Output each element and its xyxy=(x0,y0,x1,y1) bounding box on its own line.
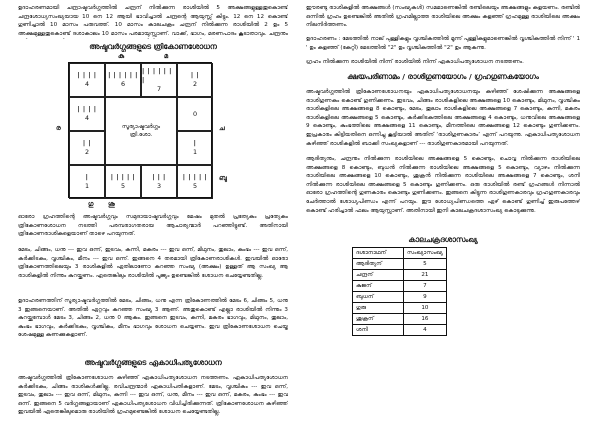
bindu-bars: | | | | | | xyxy=(108,72,138,79)
bindu-count: 7 xyxy=(156,84,162,93)
right-intro-paragraph: ഈരണ്ടു രാശികളിൽ അക്ഷങ്ങൾ (സംഖ്യകൾ) സമമാണെങ്കിൽ രണ്ടിലെയും അക്ഷങ്ങളും കളയണം. രണ്ടിൽ ഒന്നിൽ ഗ്രഹം ഉണ്ടെങ്കിൽ അതിൽ ഗ്രഹമില്ലാത്ത രാശിയിലെ അക്ഷം കളഞ്ഞ് ഗ്രഹമുള്ള രാശിയിലെ അക്ഷം നിലനിർത്തണം. xyxy=(306,5,580,29)
rashi-cell xyxy=(69,165,105,199)
dasha-lord: ആദിത്യന് xyxy=(353,259,404,270)
bindu-count: 0 xyxy=(192,109,198,118)
chart-top-label: കു xyxy=(118,52,125,60)
table-header-cell: ദശാനാഥന് xyxy=(353,248,404,259)
bindu-count: 1 xyxy=(84,182,90,190)
chart-left-label: ര xyxy=(56,124,61,132)
bindu-bars: | | xyxy=(190,72,200,79)
intro-paragraph: ഉദാഹരണമായി ചന്ദ്രാഷ്ടവർഗ്ഗത്തിൽ ചന്ദ്രന് നിൽക്കുന്ന രാശിയിൽ 5 അക്ഷങ്ങളുള്ളതുകൊണ്ട് ചന്ദ്രശോധ്യസംഖ്യയായ 10 നെ 12 ആയി ഭാവിച്ചാൽ ചന്ദ്രന്റെ ആയുസ്സ് കിട്ടും. 12 നെ 12 കൊണ്ട് ഗുണിച്ചാൽ 10 മാസം പരുവത്ത്. 10 മാസം കാലചക്രം ചന്ദ്രന് നിൽക്കുന്ന രാശിയിൽ 2 ഉം 5 അക്ഷമുള്ളതുകൊണ്ട് ദശാകാലം 10 മാസം പരമായുസ്സാണ്. വാക്ക്, ഭാഗം, മരണപാദം കൂടാതാവും. ചന്ദ്രനും xyxy=(18,5,288,37)
trikona-example-paragraph: ഉദാഹരണത്തിന് സൂര്യാഷ്ടവർഗ്ഗത്തിൽ മേടം, ചിങ്ങം, ധനു എന്ന ത്രികോണത്തിൽ മേടം 6, ചിങ്ങം 5, ധനു 3 ഇങ്ങനെയാണ്. അതിൽ ഏറ്റവും കുറഞ്ഞ സംഖ്യ 3 ആണ്. അതുകൊണ്ട് എല്ലാ രാശിയിൽ നിന്നും 3 കുറയ്ക്കുമ്പോൾ മേടം 3, ചിങ്ങം 2, ധനു 0 ആകും. ഇങ്ങനെ ഇടവം, കന്നി, മകരം ഭാഗവും, മിഥുനം, തുലാം, കുംഭം ഭാഗവും, കർക്കിടകം, വൃശ്ചികം, മീനം ഭാഗവും ശോധന ചെയ്യണം. ഇവ ത്രികോണശോധന ചെയ്ത ശേഷമുള്ള കണക്കുകളാണ്. xyxy=(18,298,288,339)
chart-bottom-label: ശു xyxy=(108,200,115,208)
rashi-cell xyxy=(69,131,105,165)
table-row xyxy=(353,270,447,281)
bindu-bars: | | | | | xyxy=(110,174,136,181)
bindu-count: 4 xyxy=(84,80,90,88)
rashi-cell xyxy=(141,165,177,199)
dasha-lord: ഗുരു xyxy=(353,303,404,314)
bindu-bars: | | | | | xyxy=(182,174,208,181)
kalachakra-heading: കാലചക്രദശാസംഖ്യ xyxy=(408,235,478,244)
example-paragraph: ഉദാഹരണം : മേടത്തിൽ നാല് പുള്ളികളും വൃശ്ചികത്തിൽ മൂന്ന് പുള്ളികളുമാണെങ്കിൽ വൃശ്ചികത്തിൽ നിന്ന് ' 1 ' ഉം കളഞ്ഞ് (കേറ്റി) മേടത്തിൽ "2" ഉം വൃശ്ചികത്തിൽ "2" ഉം ആകുന്നു. xyxy=(306,36,580,51)
dasha-years: 21 xyxy=(404,270,447,281)
chart-title: സൂര്യാഷ്ടവർഗ്ഗം xyxy=(121,124,161,130)
chart-right-label: ബു xyxy=(219,174,227,182)
ekadhipatya-heading: അഷ്ടവർഗ്ഗങ്ങളുടെ ഏകാധിപത്യശോധന xyxy=(84,358,222,367)
dasha-table xyxy=(352,247,447,336)
bindu-count: 1 xyxy=(192,148,198,156)
bindu-count: 3 xyxy=(156,182,162,190)
bindu-bars: | | | xyxy=(152,174,166,181)
rashi-grid xyxy=(68,62,212,198)
trikona-rashis-paragraph: മേടം, ചിങ്ങം, ധനു --- ഇവ ഒന്ന്, ഇടവം, കന്നി, മകരം --- ഇവ ഒന്ന്, മിഥുനം, തുലാം, കുംഭം --- ഇവ ഒന്ന്, കർക്കിടകം, വൃശ്ചികം, മീനം --- ഇവ ഒന്ന്. ഇങ്ങനെ 4 തരമായി ത്രികോണരാശികൾ. ഇവയിൽ ഓരോ ത്രികോണത്തിലെയും 3 രാശികളിൽ ഏതിലാണോ കുറഞ്ഞ സംഖ്യ (അക്ഷം) ഉള്ളത് ആ സംഖ്യ ആ രാശികളിൽ നിന്നും കുറയ്ക്കണം. ഏതെങ്കിലും രാശിയിൽ പൂജ്യം ഉണ്ടെങ്കിൽ ശോധന ചെയ്യേണ്ടതില്ല. xyxy=(18,247,288,279)
dasha-years: 10 xyxy=(404,303,447,314)
bindu-bars: | | | | xyxy=(77,106,97,113)
rashi-cell xyxy=(69,97,105,131)
chart-bottom-label: ഗു xyxy=(88,200,94,208)
bindu-count: 5 xyxy=(120,182,126,190)
trikona-heading: അഷ്ടവർഗ്ഗങ്ങളുടെ ത്രികോണശോധന xyxy=(89,42,217,51)
dasha-lord: ബുധന് xyxy=(353,292,404,303)
trikona-intro-paragraph: ഓരോ ഗ്രഹത്തിന്റെ അഷ്ടവർഗ്ഗവും സമുദായാഷ്ടവർഗ്ഗവും മേഷം മുതൽ പ്രത്യേകം പ്രത്യേകം ത്രികോണശോധന നടത്തി പരമ്പരാഗതരായ ആചാര്യന്മാർ പറഞ്ഞിട്ടുണ്ട്. അതിനായി ത്രികോണരാശികളെയാണ് താഴെ പറയുന്നത്. xyxy=(18,214,288,238)
table-row xyxy=(353,281,447,292)
chart-top-label: മ xyxy=(164,52,169,60)
dasha-years: 7 xyxy=(404,281,447,292)
note-paragraph: ഗ്രഹം നിൽക്കുന്ന രാശിയിൽ നിന്ന് രാശിയിൽ നിന്ന് ഏകാധിപത്യശോധന നടത്തണം. xyxy=(306,59,524,65)
table-row xyxy=(353,314,447,325)
rashigunaka-paragraph: അഷ്ടവർഗ്ഗത്തിൽ ത്രികോണശോധനയും ഏകാധിപത്യശോധനയും കഴിഞ്ഞ് ശേഷിക്കുന്ന അക്ഷങ്ങളെ രാശിഗുണകം കൊണ്ട് ഗുണിക്കണം. ഇടവം, ചിങ്ങം രാശികളിലെ അക്ഷങ്ങളെ 10 കൊണ്ടും, മിഥുനം, വൃശ്ചികം രാശികളിലെ അക്ഷങ്ങളെ 8 കൊണ്ടും, മേടം, തുലാം രാശികളിലെ അക്ഷങ്ങളെ 7 കൊണ്ടും, കന്നി, മകരം രാശികളിലെ അക്ഷങ്ങളെ 5 കൊണ്ടും, കർക്കിടകത്തിലെ അക്ഷങ്ങളെ 4 കൊണ്ടും, ധനുവിലെ അക്ഷങ്ങളെ 9 കൊണ്ടും, കുംഭത്തിലെ അക്ഷങ്ങളെ 11 കൊണ്ടും, മീനത്തിലെ അക്ഷങ്ങളെ 12 കൊണ്ടും ഗുണിക്കണം. ഇപ്രകാരം കിട്ടിയതിനെ ഒന്നിച്ചു കൂട്ടിയാൽ അതിന് ‘രാശിഗുണകാരം’ എന്ന് പറയുന്നു. ഏകാധിപത്യശോധന കഴിഞ്ഞ് രാശികളിൽ ബാക്കി സംഖ്യകളാണ് --- രാശിഗുണകാരമായി പറയുന്നത്. xyxy=(306,89,580,147)
ekadhipatya-paragraph: അഷ്ടവർഗ്ഗത്തിൽ ത്രികോണശോധന കഴിഞ്ഞ് ഏകാധിപത്യശോധന നടത്തണം. ഏകാധിപത്യശോധന കർക്കിടകം, ചിങ്ങം രാശികൾക്കില്ല. രവിചന്ദ്രന്മാർ ഏകാധിപതികളാണ്. മേടം, വൃശ്ചികം --- ഇവ ഒന്ന്, ഇടവം, തുലാം --- ഇവ ഒന്ന്, മിഥുനം, കന്നി --- ഇവ ഒന്ന്, ധനു, മീനം --- ഇവ ഒന്ന്, മകരം, കുംഭം --- ഇവ ഒന്ന്. ഇങ്ങനെ 5 വർഗ്ഗങ്ങളായാണ് ഏകാധിപത്യശോധന വിധിച്ചിരിക്കുന്നത്. ത്രികോണശോധന കഴിഞ്ഞ് ഇവയിൽ ഏതെങ്കിലുമൊരു രാശിയിൽ ഗ്രഹമുണ്ടെങ്കിൽ ശോധന ചെയ്യേണ്ടതില്ല. xyxy=(18,375,288,416)
chart-subtitle: ത്രി.ശോ. xyxy=(129,132,153,138)
dasha-lord: ചന്ദ്രന് xyxy=(353,270,404,281)
bindu-count: 5 xyxy=(192,182,198,190)
rashi-cell xyxy=(69,63,105,97)
table-header-row xyxy=(353,248,447,259)
rashi-cell xyxy=(177,131,213,165)
rashi-cell xyxy=(177,165,213,199)
chart-right-label: ച xyxy=(219,124,225,132)
rashi-cell xyxy=(105,63,141,97)
dasha-lord: ശുക്രന് xyxy=(353,314,404,325)
dasha-years: 16 xyxy=(404,314,447,325)
rashi-cell xyxy=(177,63,213,97)
grahagunaka-paragraph: ആദിത്യനും, ചന്ദ്രനും നിൽക്കുന്ന രാശിയിലെ അക്ഷങ്ങളെ 5 കൊണ്ടും, ചൊവ്വ നിൽക്കുന്ന രാശിയിലെ അക്ഷങ്ങളെ 8 കൊണ്ടും, ബുധൻ നിൽക്കുന്ന രാശിയിലെ അക്ഷങ്ങളെ 5 കൊണ്ടും, വ്യാഴം നിൽക്കുന്ന രാശിയിലെ അക്ഷങ്ങളെ 10 കൊണ്ടും, ശുക്രൻ നിൽക്കുന്ന രാശിയിലെ അക്ഷങ്ങളെ 7 കൊണ്ടും, ശനി നിൽക്കുന്ന രാശിയിലെ അക്ഷങ്ങളെ 5 കൊണ്ടും ഗുണിക്കണം. ഒരു രാശിയിൽ രണ്ട് ഗ്രഹങ്ങൾ നിന്നാൽ ഓരോ ഗ്രഹത്തിന്റെ ഗുണകാരം കൊണ്ടും ഗുണിക്കണം. ഇങ്ങനെ കിട്ടുന്ന രാശിഗുണകാരവും ഗ്രഹഗുണകാരവും ചേർത്താൽ ശോധ്യപിണ്ഡം എന്ന് പറയും. ഈ ശോധ്യപിണ്ഡത്തെ ഏഴ് കൊണ്ട് ഗുണിച്ച് ഇരുപത്തേഴ് കൊണ്ട് ഹരിച്ചാൽ ഫലം ആയുസ്സാണ്. അതിനായി ഇനി കാലചക്രദശാസംഖ്യ കൊടുക്കുന്നു. xyxy=(306,156,580,214)
table-row xyxy=(353,303,447,314)
table-row xyxy=(353,325,447,336)
bindu-bars: | xyxy=(85,174,89,181)
bindu-bars: | | | | | | | xyxy=(142,67,172,84)
bindu-bars: | | | | xyxy=(77,72,97,79)
bindu-count: 4 xyxy=(84,114,90,122)
rashi-cell xyxy=(177,97,213,131)
kshaya-heading: ക്ഷയപരിണാമം / രാശിഗുണയോഗം / ഗ്രഹഗുണകയോഗം xyxy=(347,72,539,81)
bindu-count: 6 xyxy=(120,80,126,88)
bindu-count: 2 xyxy=(84,148,90,156)
table-header-cell: സംഖ്യാസംഖ്യ xyxy=(404,248,447,259)
bindu-count: 2 xyxy=(192,80,198,88)
table-row xyxy=(353,292,447,303)
dasha-years: 4 xyxy=(404,325,447,336)
chart-center-box xyxy=(105,97,177,165)
dasha-years: 5 xyxy=(404,259,447,270)
dasha-years: 9 xyxy=(404,292,447,303)
table-row xyxy=(353,259,447,270)
bindu-bars: | | xyxy=(82,140,92,147)
dasha-lord: കുജന് xyxy=(353,281,404,292)
rashi-cell xyxy=(105,165,141,199)
bindu-bars: | xyxy=(193,140,197,147)
dasha-lord: ശനി xyxy=(353,325,404,336)
rashi-cell xyxy=(141,63,177,97)
